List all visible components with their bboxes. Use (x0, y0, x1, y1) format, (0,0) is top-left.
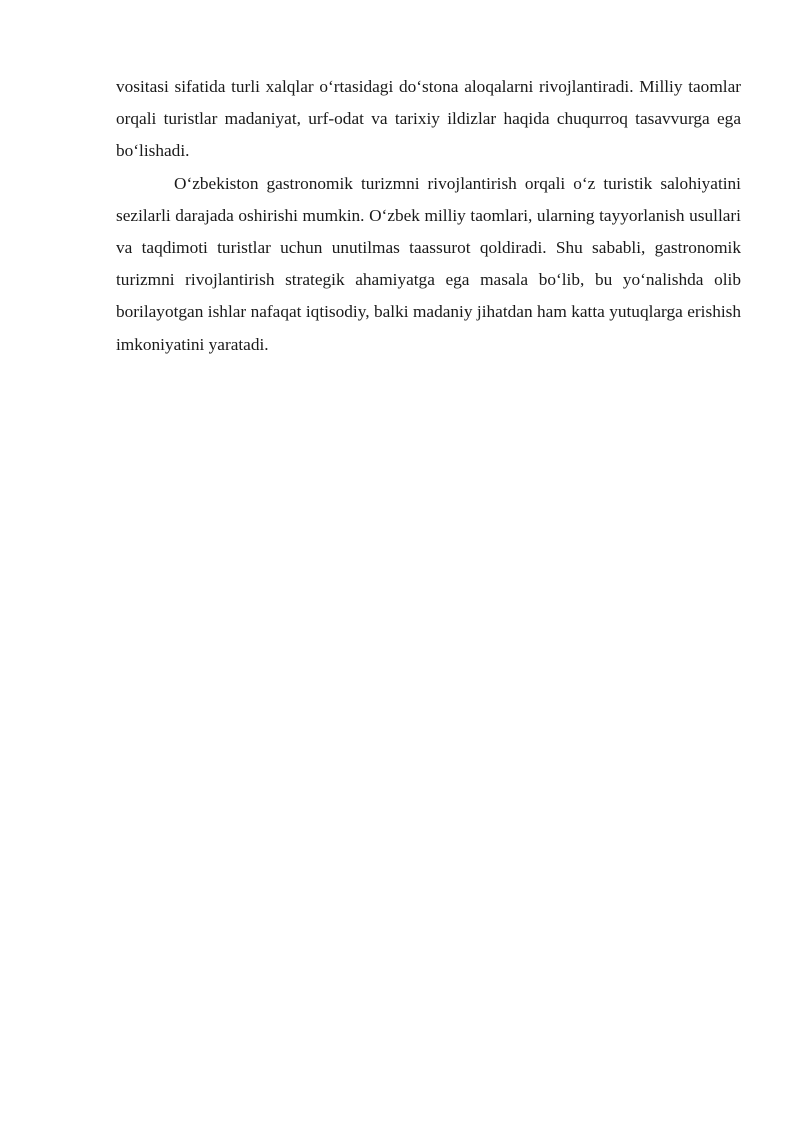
paragraph-continuation: vositasi sifatida turli xalqlar o‘rtasidagi do‘stona aloqalarni rivojlantiradi. Milliy taomlar orqali turistlar madaniyat, urf-odat va tarixiy ildizlar haqida chuqurroq tasavvurga ega bo‘lishadi. (116, 77, 741, 161)
body-text (116, 71, 741, 361)
paragraph-uzbekistan-gastronomic-tourism: O‘zbekiston gastronomik turizmni rivojlantirish orqali o‘z turistik salohiyatini sezilarli darajada oshirishi mumkin. O‘zbek milliy taomlari, ularning tayyorlanish usullari va taqdimoti turistlar uchun unutilmas taassurot qoldiradi. Shu sababli, gastronomik turizmni rivojlantirish strategik ahamiyatga ega masala bo‘lib, bu yo‘nalishda olib borilayotgan ishlar nafaqat iqtisodiy, balki madaniy jihatdan ham katta yutuqlarga erishish imkoniyatini yaratadi. (116, 173, 741, 354)
